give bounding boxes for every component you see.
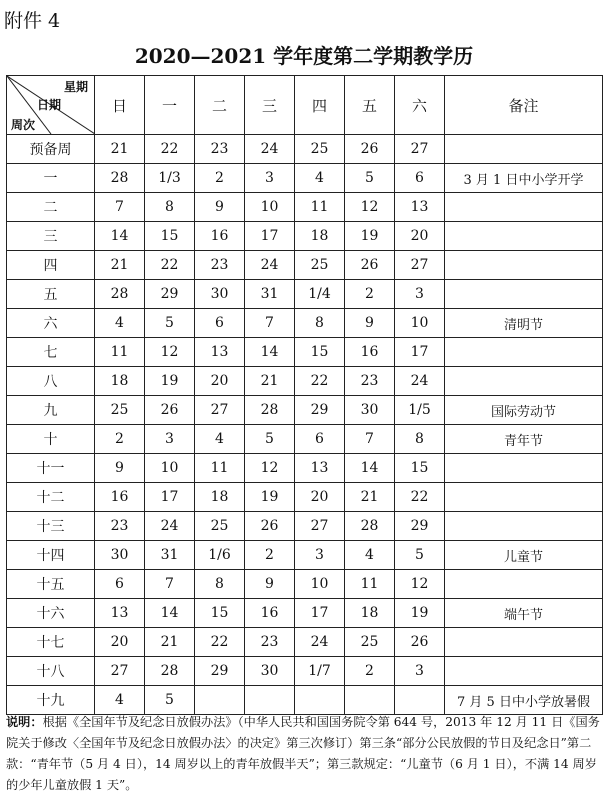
remark-cell xyxy=(445,483,603,512)
date-cell: 30 xyxy=(245,657,295,686)
date-cell: 29 xyxy=(395,512,445,541)
date-cell xyxy=(395,686,445,715)
date-cell: 11 xyxy=(95,338,145,367)
date-cell: 28 xyxy=(95,280,145,309)
date-cell: 1/5 xyxy=(395,396,445,425)
date-cell: 21 xyxy=(145,628,195,657)
date-cell: 13 xyxy=(95,599,145,628)
table-row xyxy=(7,164,603,193)
header-day-thu: 四 xyxy=(295,76,345,135)
week-cell: 十二 xyxy=(7,483,95,512)
date-cell: 24 xyxy=(295,628,345,657)
table-row xyxy=(7,309,603,338)
date-cell: 4 xyxy=(295,164,345,193)
date-cell: 12 xyxy=(145,338,195,367)
week-cell: 七 xyxy=(7,338,95,367)
date-cell: 5 xyxy=(345,164,395,193)
date-cell: 18 xyxy=(345,599,395,628)
table-row xyxy=(7,599,603,628)
date-cell: 24 xyxy=(145,512,195,541)
week-cell: 十七 xyxy=(7,628,95,657)
date-cell: 23 xyxy=(195,135,245,164)
date-cell: 24 xyxy=(245,135,295,164)
date-cell: 7 xyxy=(95,193,145,222)
date-cell: 19 xyxy=(245,483,295,512)
date-cell: 5 xyxy=(145,686,195,715)
date-cell: 28 xyxy=(145,657,195,686)
date-cell: 10 xyxy=(395,309,445,338)
date-cell: 8 xyxy=(145,193,195,222)
date-cell: 10 xyxy=(145,454,195,483)
date-cell: 27 xyxy=(95,657,145,686)
date-cell: 27 xyxy=(395,135,445,164)
date-cell: 8 xyxy=(395,425,445,454)
date-cell: 12 xyxy=(395,570,445,599)
table-row xyxy=(7,193,603,222)
date-cell: 31 xyxy=(245,280,295,309)
date-cell: 14 xyxy=(345,454,395,483)
date-cell: 27 xyxy=(295,512,345,541)
date-cell: 17 xyxy=(395,338,445,367)
table-row xyxy=(7,454,603,483)
table-row xyxy=(7,570,603,599)
header-day-tue: 二 xyxy=(195,76,245,135)
date-cell: 22 xyxy=(295,367,345,396)
date-cell: 29 xyxy=(195,657,245,686)
date-cell: 4 xyxy=(345,541,395,570)
page-title: 2020—2021 学年度第二学期教学历 xyxy=(134,44,474,68)
date-cell: 23 xyxy=(195,251,245,280)
date-cell: 20 xyxy=(195,367,245,396)
date-cell: 4 xyxy=(95,309,145,338)
header-weekday-label: 星期 xyxy=(63,80,88,94)
diagonal-header-cell xyxy=(7,76,95,135)
date-cell: 19 xyxy=(395,599,445,628)
date-cell: 30 xyxy=(195,280,245,309)
date-cell: 28 xyxy=(345,512,395,541)
week-cell: 十六 xyxy=(7,599,95,628)
remark-cell xyxy=(445,657,603,686)
table-row xyxy=(7,396,603,425)
week-cell: 十四 xyxy=(7,541,95,570)
date-cell: 6 xyxy=(95,570,145,599)
date-cell: 4 xyxy=(95,686,145,715)
remark-cell xyxy=(445,280,603,309)
date-cell: 27 xyxy=(195,396,245,425)
date-cell: 2 xyxy=(95,425,145,454)
date-cell: 6 xyxy=(295,425,345,454)
table-row xyxy=(7,686,603,715)
remark-cell xyxy=(445,338,603,367)
date-cell: 3 xyxy=(395,657,445,686)
date-cell: 20 xyxy=(395,222,445,251)
date-cell: 16 xyxy=(245,599,295,628)
date-cell: 17 xyxy=(245,222,295,251)
date-cell: 10 xyxy=(245,193,295,222)
date-cell: 1/4 xyxy=(295,280,345,309)
date-cell: 9 xyxy=(245,570,295,599)
header-row xyxy=(7,76,603,135)
remark-cell xyxy=(445,222,603,251)
week-cell: 十一 xyxy=(7,454,95,483)
date-cell xyxy=(245,686,295,715)
date-cell: 2 xyxy=(195,164,245,193)
date-cell: 9 xyxy=(195,193,245,222)
date-cell: 5 xyxy=(395,541,445,570)
date-cell: 1/3 xyxy=(145,164,195,193)
date-cell: 30 xyxy=(345,396,395,425)
date-cell: 30 xyxy=(95,541,145,570)
date-cell: 24 xyxy=(245,251,295,280)
week-cell: 十三 xyxy=(7,512,95,541)
date-cell: 25 xyxy=(195,512,245,541)
note-text: 根据《全国年节及纪念日放假办法》（中华人民共和国国务院令第 644 号，2013 年 12 月 11 日《国务院关于修改〈全国年节及纪念日放假办法〉的决定》第三次修订）第三条“部分公民放假的节日及纪念日”第二款：“青年节（5 月 4 日），14 周岁以上的青年放假半天”；第三款规定：“儿童节（6 月 1 日），不满 14 周岁的少年儿童放假 1 天”。 xyxy=(6,715,600,792)
date-cell: 8 xyxy=(295,309,345,338)
date-cell: 5 xyxy=(145,309,195,338)
date-cell: 26 xyxy=(345,135,395,164)
header-day-fri: 五 xyxy=(345,76,395,135)
table-row xyxy=(7,338,603,367)
week-cell: 十五 xyxy=(7,570,95,599)
date-cell: 7 xyxy=(245,309,295,338)
table-row xyxy=(7,222,603,251)
date-cell: 9 xyxy=(95,454,145,483)
table-row xyxy=(7,657,603,686)
remark-cell xyxy=(445,512,603,541)
remark-cell: 3 月 1 日中小学开学 xyxy=(445,164,603,193)
explanatory-note xyxy=(6,712,604,796)
week-cell: 五 xyxy=(7,280,95,309)
remark-cell: 青年节 xyxy=(445,425,603,454)
date-cell: 19 xyxy=(145,367,195,396)
header-remarks: 备注 xyxy=(445,76,603,135)
date-cell: 18 xyxy=(95,367,145,396)
date-cell: 12 xyxy=(345,193,395,222)
date-cell: 2 xyxy=(345,280,395,309)
week-cell: 三 xyxy=(7,222,95,251)
remark-cell: 7 月 5 日中小学放暑假 xyxy=(445,686,603,715)
date-cell: 29 xyxy=(295,396,345,425)
date-cell: 15 xyxy=(295,338,345,367)
date-cell: 29 xyxy=(145,280,195,309)
date-cell: 11 xyxy=(295,193,345,222)
date-cell: 15 xyxy=(145,222,195,251)
remark-cell xyxy=(445,135,603,164)
remark-cell xyxy=(445,193,603,222)
week-cell: 八 xyxy=(7,367,95,396)
header-day-sun: 日 xyxy=(95,76,145,135)
date-cell: 23 xyxy=(95,512,145,541)
remark-cell xyxy=(445,251,603,280)
date-cell: 13 xyxy=(295,454,345,483)
date-cell: 22 xyxy=(145,135,195,164)
attachment-label: 附件 4 xyxy=(4,10,61,32)
date-cell: 23 xyxy=(245,628,295,657)
date-cell: 22 xyxy=(145,251,195,280)
week-cell: 四 xyxy=(7,251,95,280)
table-row xyxy=(7,425,603,454)
date-cell: 3 xyxy=(395,280,445,309)
date-cell: 20 xyxy=(95,628,145,657)
date-cell: 26 xyxy=(245,512,295,541)
date-cell: 11 xyxy=(195,454,245,483)
date-cell: 13 xyxy=(395,193,445,222)
date-cell: 25 xyxy=(345,628,395,657)
date-cell xyxy=(195,686,245,715)
date-cell: 25 xyxy=(95,396,145,425)
week-cell: 六 xyxy=(7,309,95,338)
date-cell: 15 xyxy=(395,454,445,483)
remark-cell: 儿童节 xyxy=(445,541,603,570)
header-week-label: 周次 xyxy=(11,118,36,132)
date-cell: 3 xyxy=(145,425,195,454)
week-cell: 九 xyxy=(7,396,95,425)
date-cell: 22 xyxy=(395,483,445,512)
date-cell: 2 xyxy=(345,657,395,686)
week-cell: 预备周 xyxy=(7,135,95,164)
remark-cell xyxy=(445,570,603,599)
header-date-label: 日期 xyxy=(37,98,62,112)
date-cell: 21 xyxy=(95,251,145,280)
date-cell: 16 xyxy=(195,222,245,251)
week-cell: 十八 xyxy=(7,657,95,686)
remark-cell xyxy=(445,454,603,483)
date-cell: 25 xyxy=(295,135,345,164)
table-row xyxy=(7,135,603,164)
date-cell: 21 xyxy=(95,135,145,164)
note-label: 说明： xyxy=(6,715,43,729)
date-cell: 7 xyxy=(345,425,395,454)
week-cell: 二 xyxy=(7,193,95,222)
date-cell: 11 xyxy=(345,570,395,599)
table-row xyxy=(7,483,603,512)
date-cell: 5 xyxy=(245,425,295,454)
date-cell: 28 xyxy=(95,164,145,193)
remark-cell: 清明节 xyxy=(445,309,603,338)
date-cell: 14 xyxy=(145,599,195,628)
remark-cell xyxy=(445,367,603,396)
date-cell: 14 xyxy=(95,222,145,251)
date-cell xyxy=(295,686,345,715)
header-day-wed: 三 xyxy=(245,76,295,135)
date-cell: 24 xyxy=(395,367,445,396)
table-row xyxy=(7,251,603,280)
date-cell: 23 xyxy=(345,367,395,396)
date-cell: 17 xyxy=(145,483,195,512)
date-cell: 12 xyxy=(245,454,295,483)
week-cell: 一 xyxy=(7,164,95,193)
remark-cell: 国际劳动节 xyxy=(445,396,603,425)
table-row xyxy=(7,541,603,570)
date-cell: 14 xyxy=(245,338,295,367)
week-cell: 十 xyxy=(7,425,95,454)
date-cell: 18 xyxy=(195,483,245,512)
date-cell: 22 xyxy=(195,628,245,657)
date-cell: 10 xyxy=(295,570,345,599)
table-row xyxy=(7,628,603,657)
date-cell: 26 xyxy=(145,396,195,425)
date-cell: 25 xyxy=(295,251,345,280)
remark-cell xyxy=(445,628,603,657)
date-cell: 28 xyxy=(245,396,295,425)
date-cell: 16 xyxy=(95,483,145,512)
table-row xyxy=(7,280,603,309)
date-cell: 21 xyxy=(245,367,295,396)
date-cell: 9 xyxy=(345,309,395,338)
calendar-table xyxy=(6,75,603,715)
date-cell: 21 xyxy=(345,483,395,512)
date-cell: 7 xyxy=(145,570,195,599)
date-cell: 17 xyxy=(295,599,345,628)
date-cell: 26 xyxy=(345,251,395,280)
date-cell: 6 xyxy=(395,164,445,193)
header-day-sat: 六 xyxy=(395,76,445,135)
date-cell: 1/6 xyxy=(195,541,245,570)
week-cell: 十九 xyxy=(7,686,95,715)
date-cell: 1/7 xyxy=(295,657,345,686)
date-cell: 15 xyxy=(195,599,245,628)
header-day-mon: 一 xyxy=(145,76,195,135)
date-cell: 4 xyxy=(195,425,245,454)
date-cell: 18 xyxy=(295,222,345,251)
date-cell: 31 xyxy=(145,541,195,570)
date-cell: 19 xyxy=(345,222,395,251)
date-cell: 16 xyxy=(345,338,395,367)
table-row xyxy=(7,367,603,396)
date-cell: 20 xyxy=(295,483,345,512)
date-cell: 3 xyxy=(245,164,295,193)
date-cell xyxy=(345,686,395,715)
date-cell: 8 xyxy=(195,570,245,599)
date-cell: 2 xyxy=(245,541,295,570)
date-cell: 3 xyxy=(295,541,345,570)
date-cell: 13 xyxy=(195,338,245,367)
date-cell: 26 xyxy=(395,628,445,657)
date-cell: 6 xyxy=(195,309,245,338)
table-row xyxy=(7,512,603,541)
calendar-body xyxy=(7,135,603,715)
date-cell: 27 xyxy=(395,251,445,280)
remark-cell: 端午节 xyxy=(445,599,603,628)
